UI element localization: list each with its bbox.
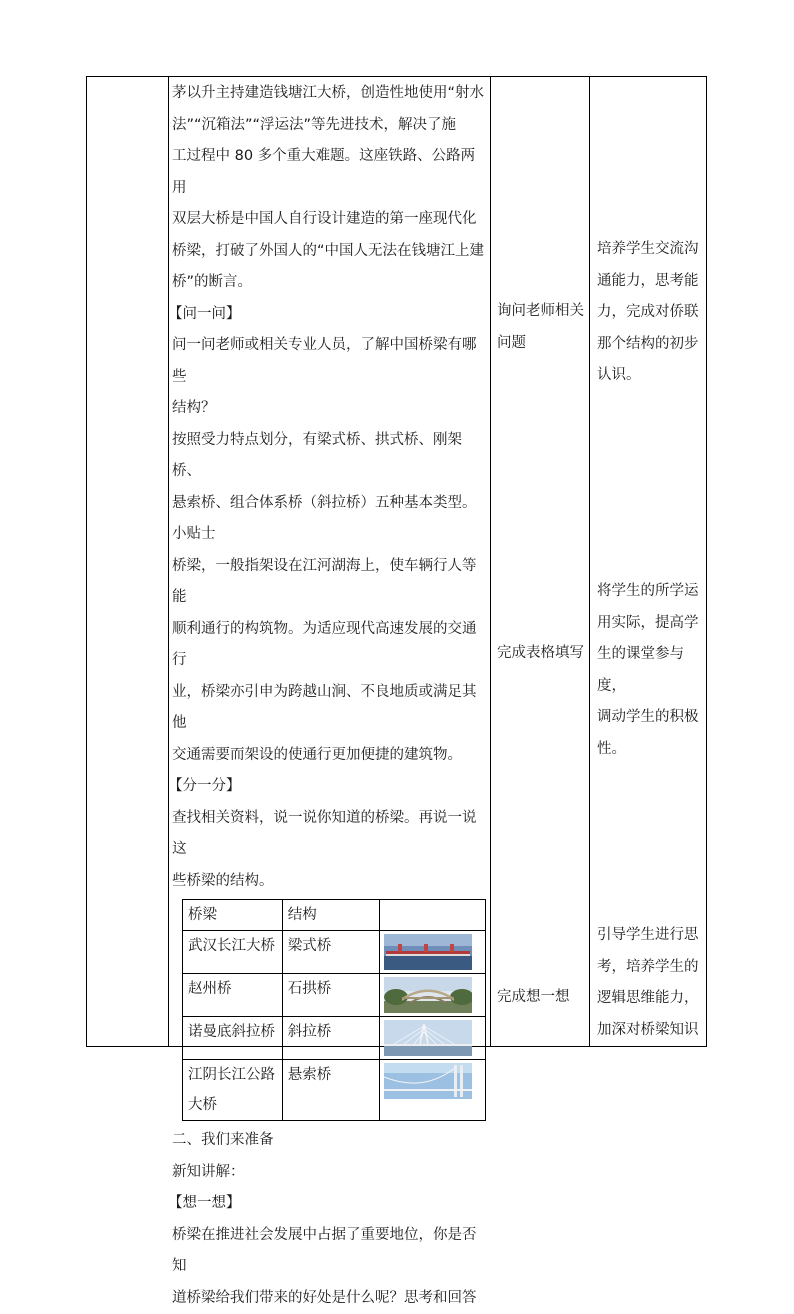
student-activity-share (497, 638, 589, 670)
table-divider-3 (589, 76, 590, 1047)
design-intent-think (597, 920, 705, 1046)
intent-line: 加深对桥梁知识 (597, 1015, 705, 1047)
intent-line: 生的课堂参与度， (597, 639, 705, 702)
bridge-structure: 梁式桥 (282, 931, 379, 974)
bridge-structure: 斜拉桥 (282, 1017, 379, 1060)
ask-line: 按照受力特点划分，有梁式桥、拱式桥、刚架桥、 (172, 425, 488, 488)
activity-line: 完成表格填写 (497, 638, 589, 670)
intro-line: 桥梁，打破了外国人的“中国人无法在钱塘江上建 (172, 236, 488, 268)
design-intent-ask (597, 234, 705, 392)
bridge-name: 武汉长江大桥 (183, 931, 283, 974)
zhaozhou-bridge-photo (384, 977, 472, 1013)
wuhan-bridge-photo (384, 934, 472, 970)
ask-heading: 【问一问】 (168, 299, 488, 331)
tip-line: 交通需要而架设的使通行更加便捷的建筑物。 (172, 740, 488, 772)
student-activity-ask (497, 296, 589, 359)
tip-line: 业，桥梁亦引申为跨越山涧、不良地质或满足其他 (172, 677, 488, 740)
table-row (183, 931, 486, 974)
intro-line: 茅以升主持建造钱塘江大桥，创造性地使用“射水 (172, 78, 488, 110)
ask-line: 结构？ (172, 393, 488, 425)
header-structure: 结构 (282, 900, 379, 931)
share-heading: 【分一分】 (168, 771, 488, 803)
intent-line: 性。 (597, 734, 705, 766)
intent-line: 那个结构的初步 (597, 329, 705, 361)
intro-line: 双层大桥是中国人自行设计建造的第一座现代化 (172, 204, 488, 236)
bridge-name: 赵州桥 (183, 974, 283, 1017)
intent-line: 通能力，思考能 (597, 266, 705, 298)
activity-line: 询问老师相关 (497, 296, 589, 328)
intent-line: 培养学生交流沟 (597, 234, 705, 266)
jiangyin-bridge-photo (384, 1063, 472, 1099)
think-line: 道桥梁给我们带来的好处是什么呢？思考和回答 (172, 1283, 488, 1314)
intent-line: 调动学生的积极 (597, 702, 705, 734)
intent-line: 将学生的所学运 (597, 576, 705, 608)
table-border-right (706, 76, 707, 1047)
think-line: 桥梁在推进社会发展中占据了重要地位，你是否知 (172, 1220, 488, 1283)
intent-line: 用实际，提高学 (597, 608, 705, 640)
bridge-structure: 悬索桥 (282, 1060, 379, 1121)
intro-line: 法”“沉箱法”“浮运法”等先进技术，解决了施 (172, 110, 488, 142)
intent-line: 逻辑思维能力， (597, 983, 705, 1015)
intro-line: 桥”的断言。 (172, 267, 488, 299)
think-heading: 【想一想】 (168, 1188, 488, 1220)
header-bridge: 桥梁 (183, 900, 283, 931)
activity-line: 问题 (497, 328, 589, 360)
bridge-structure: 石拱桥 (282, 974, 379, 1017)
table-row (183, 1060, 486, 1121)
new-knowledge-label: 新知讲解： (172, 1157, 488, 1189)
design-intent-share (597, 576, 705, 765)
table-border-left (86, 76, 87, 1047)
share-line: 查找相关资料，说一说你知道的桥梁。再说一说这 (172, 803, 488, 866)
share-line: 些桥梁的结构。 (172, 866, 488, 898)
teaching-content-cell (172, 78, 488, 1314)
bridge-structure-table (182, 899, 486, 1121)
table-divider-2 (490, 76, 491, 1047)
tip-heading: 小贴士 (172, 519, 488, 551)
ask-line: 问一问老师或相关专业人员，了解中国桥梁有哪些 (172, 330, 488, 393)
activity-line: 完成想一想 (497, 982, 589, 1014)
tip-line: 桥梁，一般指架设在江河湖海上，使车辆行人等能 (172, 551, 488, 614)
table-row (183, 974, 486, 1017)
header-image (379, 900, 485, 931)
table-border-top (86, 76, 707, 77)
table-divider-1 (168, 76, 169, 1047)
table-header-row (183, 900, 486, 931)
ask-line: 悬索桥、组合体系桥（斜拉桥）五种基本类型。 (172, 488, 488, 520)
table-row (183, 1017, 486, 1060)
section-two-heading: 二、我们来准备 (172, 1125, 488, 1157)
bridge-name: 诺曼底斜拉桥 (183, 1017, 283, 1060)
student-activity-think (497, 982, 589, 1014)
intro-line: 工过程中 80 多个重大难题。这座铁路、公路两用 (172, 141, 488, 204)
normandy-bridge-photo (384, 1020, 472, 1056)
tip-line: 顺利通行的构筑物。为适应现代高速发展的交通行 (172, 614, 488, 677)
bridge-name: 江阴长江公路大桥 (183, 1060, 283, 1121)
intent-line: 考，培养学生的 (597, 952, 705, 984)
intent-line: 力，完成对侨联 (597, 297, 705, 329)
intent-line: 引导学生进行思 (597, 920, 705, 952)
intent-line: 认识。 (597, 360, 705, 392)
